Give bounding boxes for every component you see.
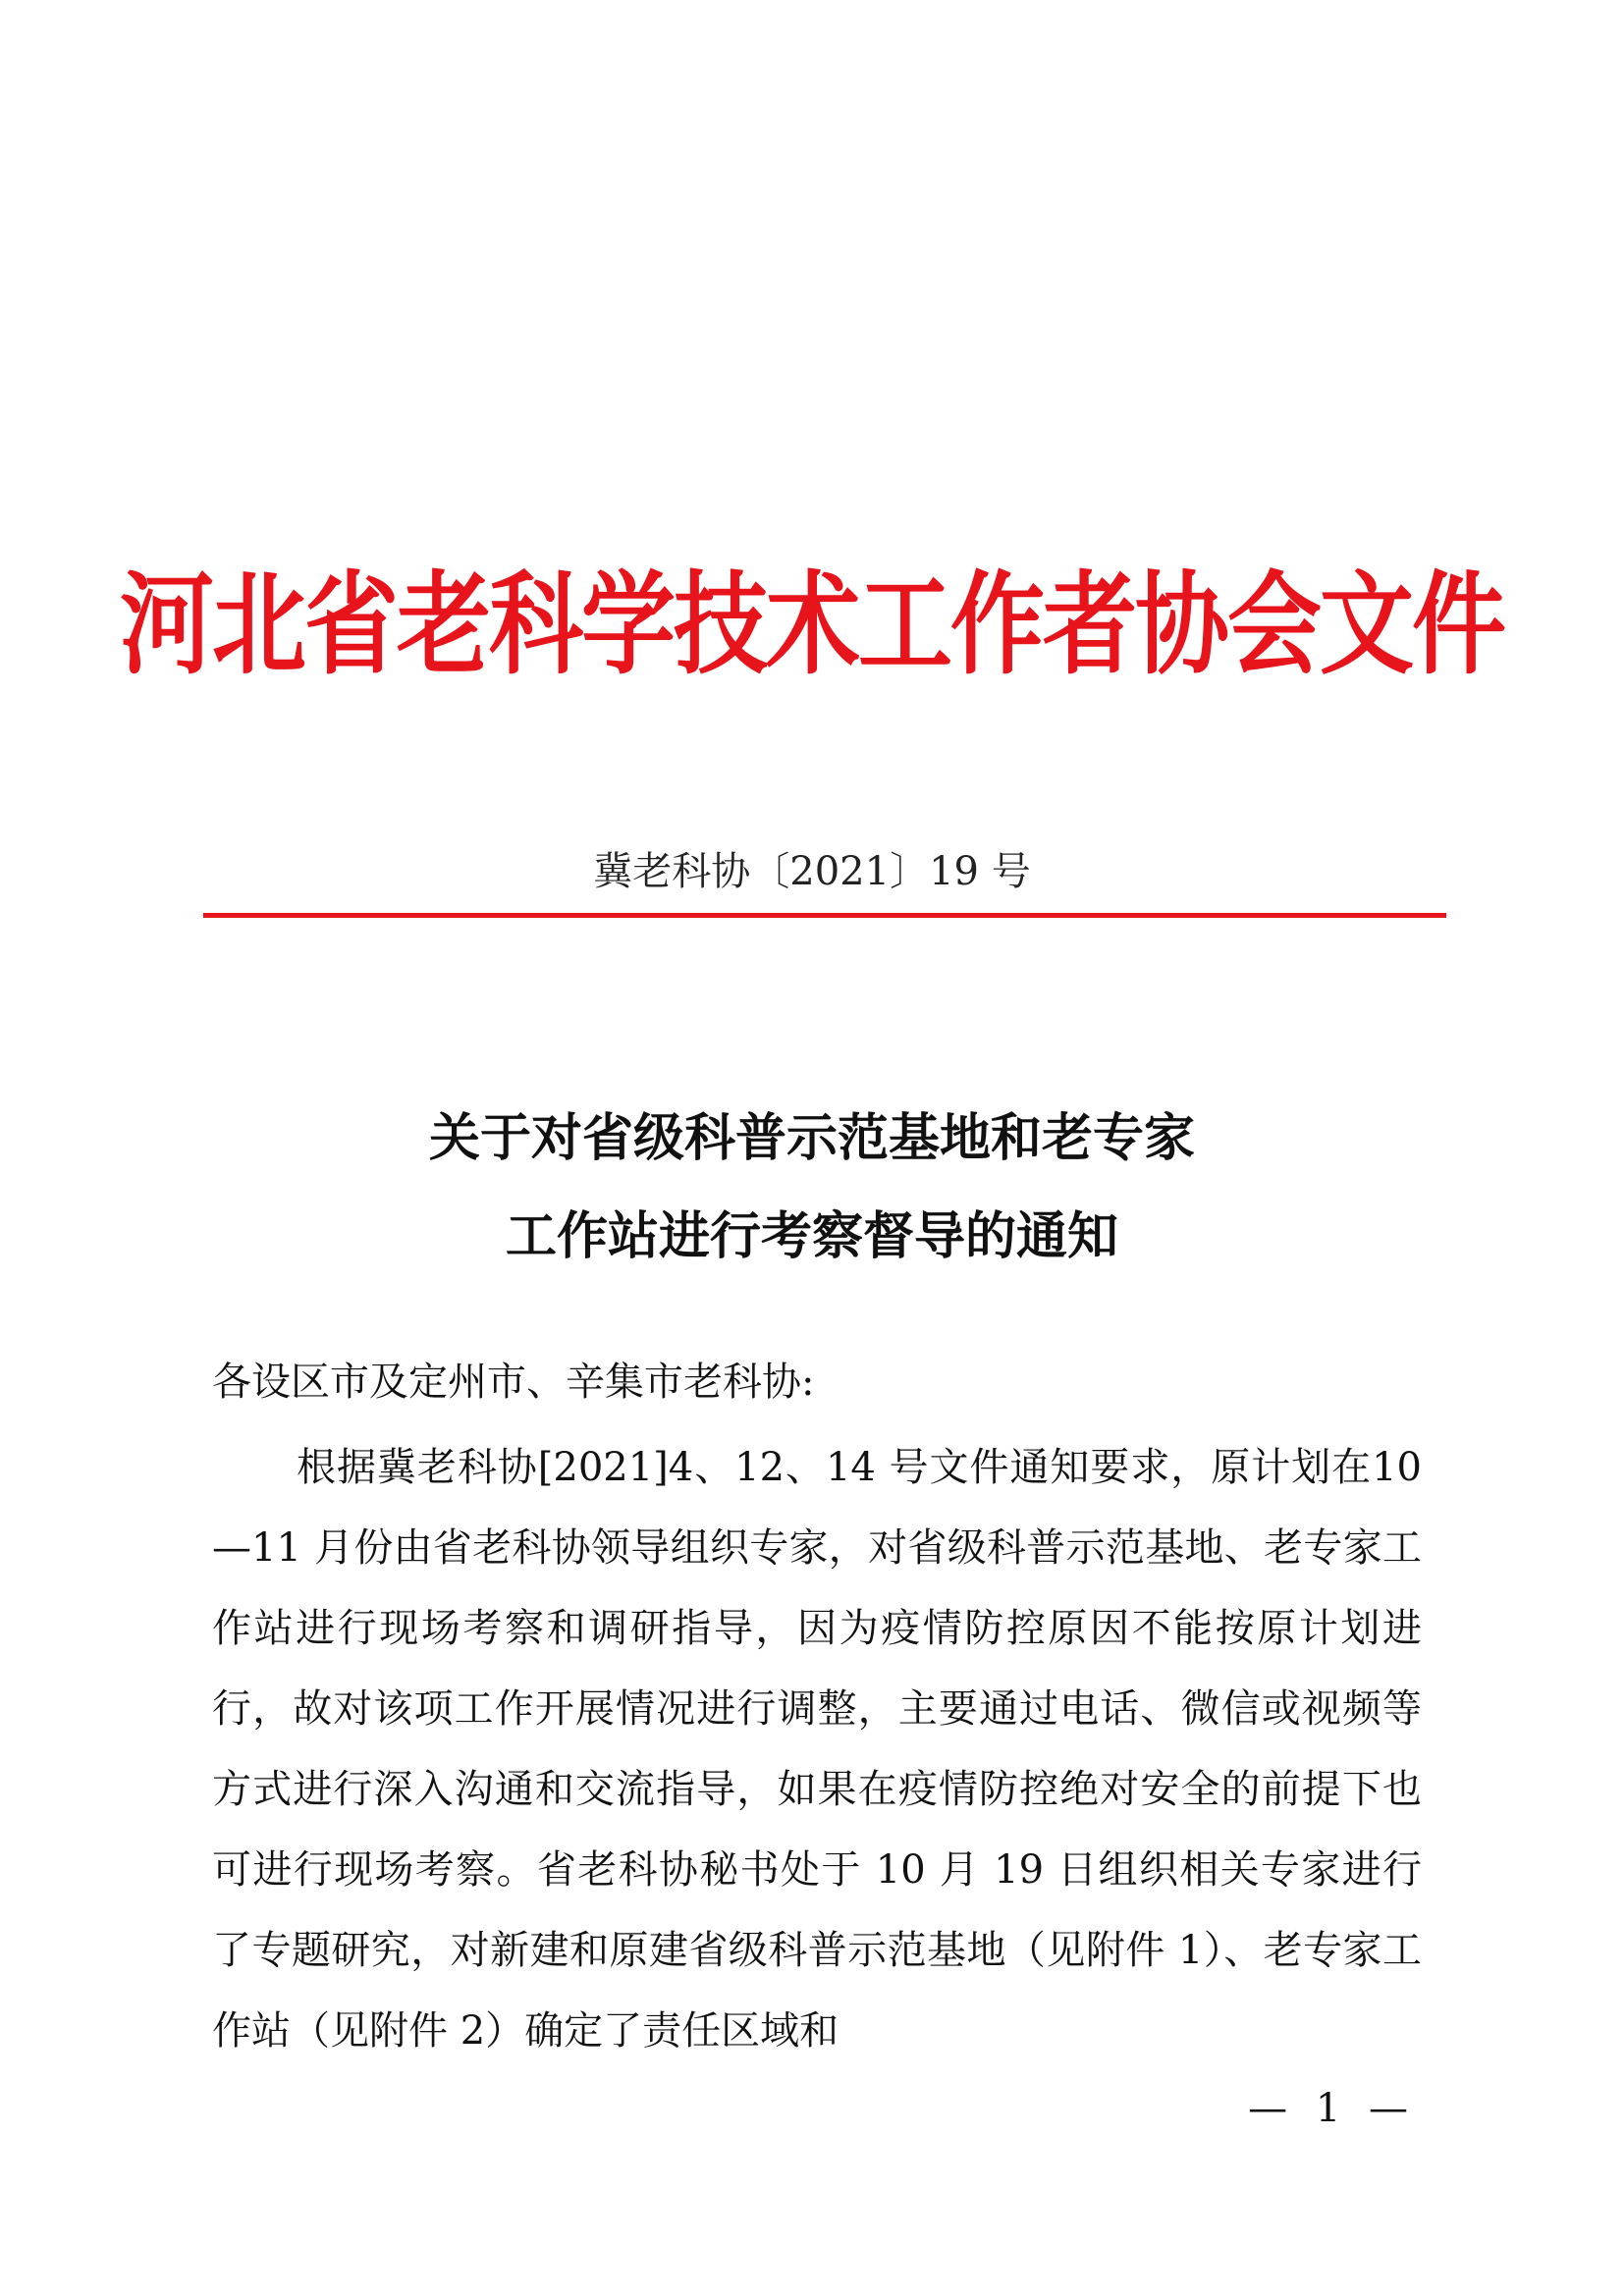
document-title-line-2: 工作站进行考察督导的通知 xyxy=(505,1206,1118,1266)
document-title xyxy=(0,1090,1624,1286)
document-title-line-1: 关于对省级科普示范基地和老专家 xyxy=(428,1108,1195,1168)
header-divider xyxy=(203,913,1446,918)
salutation: 各设区市及定州市、辛集市老科协: xyxy=(212,1360,815,1405)
organization-header: 河北省老科学技术工作者协会文件 xyxy=(120,560,1504,690)
body-paragraph: 根据冀老科协[2021]4、12、14 号文件通知要求，原计划在10—11 月份由省老科协领导组织专家，对省级科普示范基地、老专家工作站进行现场考察和调研指导，因为疫情防控原因不能按原计划进行，故对该项工作开展情况进行调整，主要通过电话、微信或视频等方式进行深入沟通和交流指导，如果在疫情防控绝对安全的前提下也可进行现场考察。省老科协秘书处于 10 月 19 日组织相关专家进行了专题研究，对新建和原建省级科普示范基地（见附件 1）、老专家工作站（见附件 2）确定了责任区域和 xyxy=(212,1445,1422,2054)
document-number: 冀老科协〔2021〕19 号 xyxy=(593,849,1031,894)
page-number: — 1 — xyxy=(1248,2086,1416,2131)
